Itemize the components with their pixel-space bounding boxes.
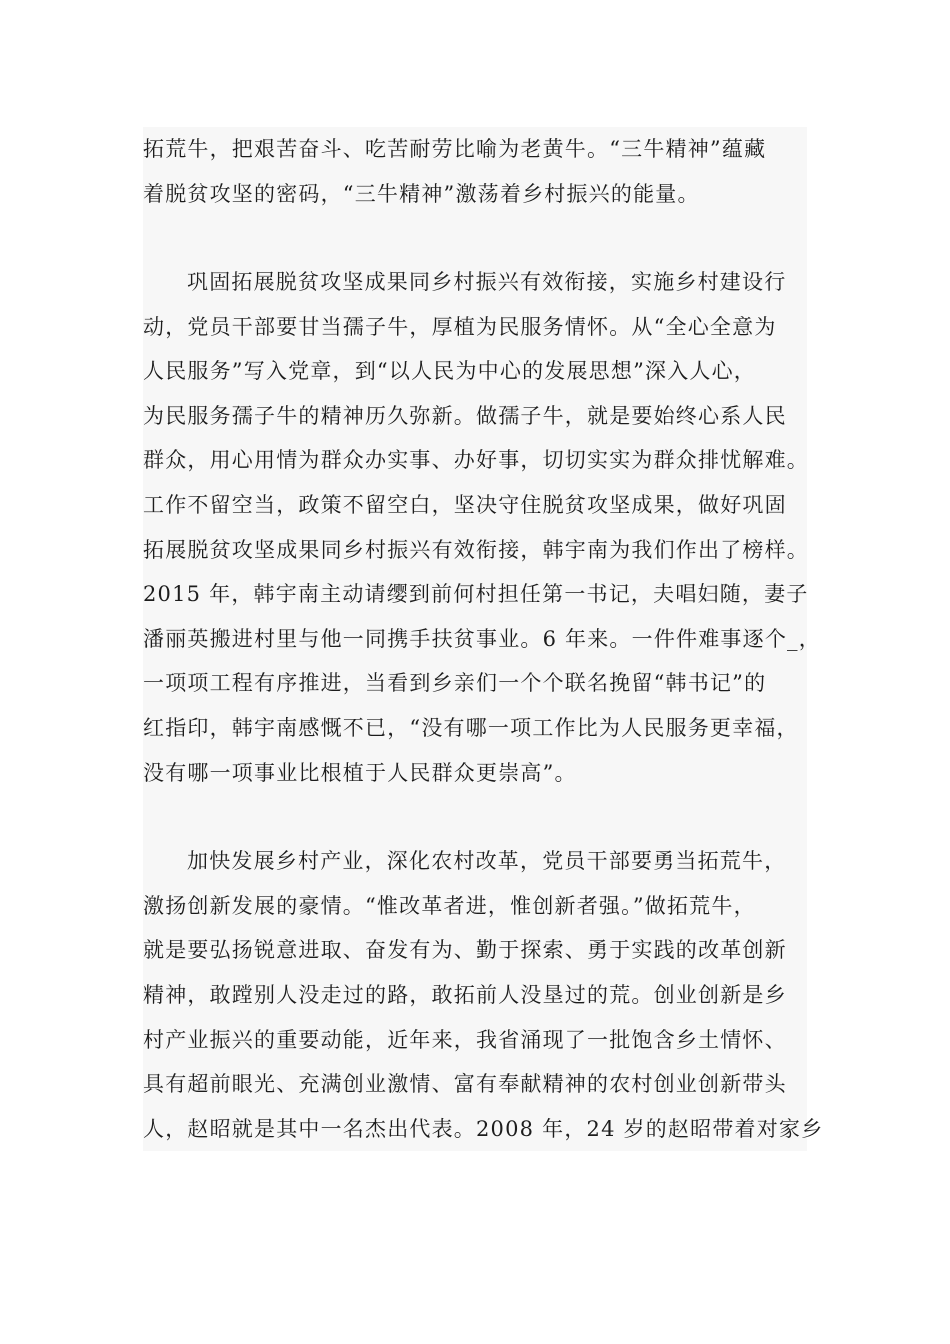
text-line: 拓展脱贫攻坚成果同乡村振兴有效衔接，韩宇南为我们作出了榜样。 <box>143 537 809 562</box>
text-line: 人，赵昭就是其中一名杰出代表。2008 年，24 岁的赵昭带着对家乡 <box>143 1116 824 1141</box>
text-line: 加快发展乡村产业，深化农村改革，党员干部要勇当拓荒牛， <box>187 849 787 874</box>
text-line: 巩固拓展脱贫攻坚成果同乡村振兴有效衔接，实施乡村建设行 <box>187 270 787 294</box>
body-text <box>143 127 824 1151</box>
text-line: 具有超前眼光、充满创业激情、富有奉献精神的农村创业创新带头 <box>143 1072 787 1097</box>
paragraph-2 <box>143 260 821 795</box>
text-line: 着脱贫攻坚的密码，“三牛精神”激荡着乡村振兴的能量。 <box>143 181 700 206</box>
text-line: 人民服务”写入党章，到“以人民为中心的发展思想”深入人心， <box>143 359 757 384</box>
text-line: 精神，敢蹚别人没走过的路，敢拓前人没垦过的荒。创业创新是乡 <box>143 982 787 1007</box>
text-line: 2015 年，韩宇南主动请缨到前何村担任第一书记，夫唱妇随，妻子 <box>143 582 809 607</box>
text-line: 拓荒牛，把艰苦奋斗、吃苦耐劳比喻为老黄牛。“三牛精神”蕴藏 <box>143 137 767 161</box>
text-line: 潘丽英搬进村里与他一同携手扶贫事业。6 年来。一件件难事逐个_， <box>143 626 821 651</box>
paragraph-1 <box>143 127 807 216</box>
text-line: 激扬创新发展的豪情。“惟改革者进，惟创新者强。”做拓荒牛， <box>143 893 756 918</box>
text-line: 就是要弘扬锐意进取、奋发有为、勤于探索、勇于实践的改革创新 <box>143 938 787 963</box>
text-line: 群众，用心用情为群众办实事、办好事，切切实实为群众排忧解难。 <box>143 448 809 473</box>
text-line: 一项项工程有序推进，当看到乡亲们一个个联名挽留“韩书记”的 <box>143 671 767 696</box>
text-line: 为民服务孺子牛的精神历久弥新。做孺子牛，就是要始终心系人民 <box>143 403 787 428</box>
text-line: 动，党员干部要甘当孺子牛，厚植为民服务情怀。从“全心全意为 <box>143 314 777 339</box>
paragraph-3 <box>143 839 824 1151</box>
text-line: 红指印，韩宇南感慨不已，“没有哪一项工作比为人民服务更幸福， <box>143 715 799 740</box>
text-line: 工作不留空当，政策不留空白，坚决守住脱贫攻坚成果，做好巩固 <box>143 492 787 517</box>
text-line: 村产业振兴的重要动能，近年来，我省涌现了一批饱含乡土情怀、 <box>143 1027 787 1052</box>
text-line: 没有哪一项事业比根植于人民群众更崇高”。 <box>143 760 577 785</box>
